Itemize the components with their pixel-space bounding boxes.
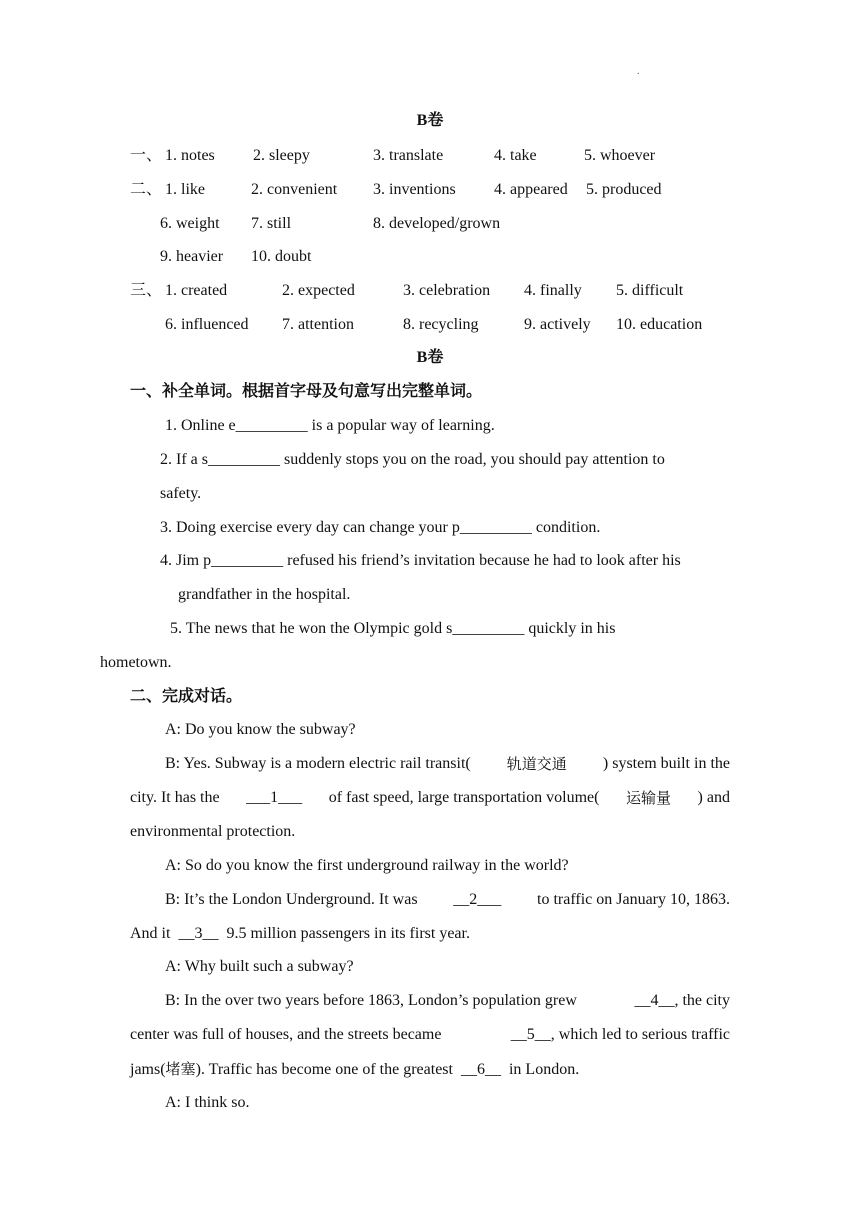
dialogue-line: A: Do you know the subway? xyxy=(165,721,356,738)
blank-5: __5__ xyxy=(510,1026,551,1043)
answer-item: 3. translate xyxy=(373,147,444,164)
question-5: 5. The news that he won the Olympic gold s_________ quickly in his xyxy=(170,620,616,637)
answer-item: 8. recycling xyxy=(403,316,479,333)
dialogue-text: to traffic on January 10, 1863. xyxy=(537,891,730,908)
answer-item: 5. produced xyxy=(586,181,662,198)
answer-item: 9. actively xyxy=(524,316,591,333)
blank-3: __3__ xyxy=(178,925,219,942)
dialogue-text: And it xyxy=(130,925,171,942)
dialogue-line: environmental protection. xyxy=(130,823,296,840)
dialogue-line xyxy=(130,788,730,808)
answer-item: 7. still xyxy=(251,215,292,232)
question-5-cont: hometown. xyxy=(100,654,172,671)
answer-item: 10. education xyxy=(616,316,703,333)
answer-item: 1. notes xyxy=(165,147,215,164)
section2-heading: 二、完成对话。 xyxy=(130,688,243,705)
answer-item: 4. take xyxy=(494,147,537,164)
question-2: 2. If a s_________ suddenly stops you on the road, you should pay attention to xyxy=(160,451,665,468)
answer-item: 4. appeared xyxy=(494,181,568,198)
blank-6: __6__ xyxy=(460,1061,501,1078)
page-dot: . xyxy=(637,66,640,77)
dialogue-line xyxy=(165,890,730,910)
question-3: 3. Doing exercise every day can change your p_________ condition. xyxy=(160,519,601,536)
answers-group-prefix: 二、 xyxy=(130,181,163,198)
dialogue-text: B: In the over two years before 1863, London’s population grew xyxy=(165,992,577,1009)
answer-item: 2. expected xyxy=(282,282,355,299)
dialogue-text: B: Yes. Subway is a modern electric rail transit( xyxy=(165,755,471,772)
answer-item: 3. inventions xyxy=(373,181,456,198)
answer-item: 5. whoever xyxy=(584,147,656,164)
answers-group-prefix: 三、 xyxy=(130,282,163,299)
dialogue-line xyxy=(130,924,470,944)
dialogue-text: B: It’s the London Underground. It was xyxy=(165,891,418,908)
answer-item: 2. convenient xyxy=(251,181,338,198)
dialogue-line xyxy=(165,754,730,774)
dialogue-line: A: I think so. xyxy=(165,1094,250,1111)
dialogue-line xyxy=(130,1059,579,1079)
dialogue-text: ) system built in the xyxy=(602,755,730,772)
question-4: 4. Jim p_________ refused his friend’s invitation because he had to look after his xyxy=(160,552,681,569)
answer-item: 7. attention xyxy=(282,316,354,333)
answer-item: 6. influenced xyxy=(165,316,249,333)
answers-group-prefix: 一、 xyxy=(130,147,163,164)
answer-item: 2. sleepy xyxy=(253,147,310,164)
dialogue-line: A: Why built such a subway? xyxy=(165,958,354,975)
dialogue-line xyxy=(165,991,730,1011)
dialogue-cn-gloss: 运输量 xyxy=(625,789,671,807)
dialogue-text: of fast speed, large transportation volume( xyxy=(328,789,600,806)
answers-title: B卷 xyxy=(416,112,444,129)
blank-2: __2___ xyxy=(453,891,502,908)
question-2-cont: safety. xyxy=(160,485,202,502)
dialogue-text: ). Traffic has become one of the greatest xyxy=(195,1061,453,1078)
answer-item: 4. finally xyxy=(524,282,582,299)
answer-item: 1. like xyxy=(165,181,205,198)
answer-item: 6. weight xyxy=(160,215,220,232)
answer-item: 9. heavier xyxy=(160,248,224,265)
dialogue-text: ) and xyxy=(697,789,730,806)
exercise-title: B卷 xyxy=(416,349,444,366)
dialogue-text: center was full of houses, and the streets became xyxy=(130,1026,442,1043)
dialogue-text: in London. xyxy=(508,1061,580,1078)
dialogue-text: city. It has the xyxy=(130,789,220,806)
dialogue-text: 9.5 million passengers in its first year. xyxy=(226,925,470,942)
answer-item: 3. celebration xyxy=(403,282,491,299)
dialogue-text: , which led to serious traffic xyxy=(550,1026,730,1043)
answer-item: 8. developed/grown xyxy=(373,215,501,232)
blank-4: __4__ xyxy=(634,992,675,1009)
dialogue-line: A: So do you know the first underground railway in the world? xyxy=(165,857,569,874)
dialogue-line xyxy=(130,1025,730,1045)
dialogue-cn-gloss: 轨道交通 xyxy=(506,755,567,773)
dialogue-text: jams( xyxy=(130,1061,166,1078)
question-1: 1. Online e_________ is a popular way of learning. xyxy=(165,417,495,434)
answer-item: 10. doubt xyxy=(251,248,312,265)
section1-heading: 一、补全单词。根据首字母及句意写出完整单词。 xyxy=(130,383,483,400)
dialogue-text: , the city xyxy=(674,992,730,1009)
question-4-cont: grandfather in the hospital. xyxy=(178,586,351,603)
blank-1: ___1___ xyxy=(246,789,303,806)
answer-item: 1. created xyxy=(165,282,228,299)
answer-item: 5. difficult xyxy=(616,282,684,299)
dialogue-cn-gloss: 堵塞 xyxy=(165,1060,196,1078)
